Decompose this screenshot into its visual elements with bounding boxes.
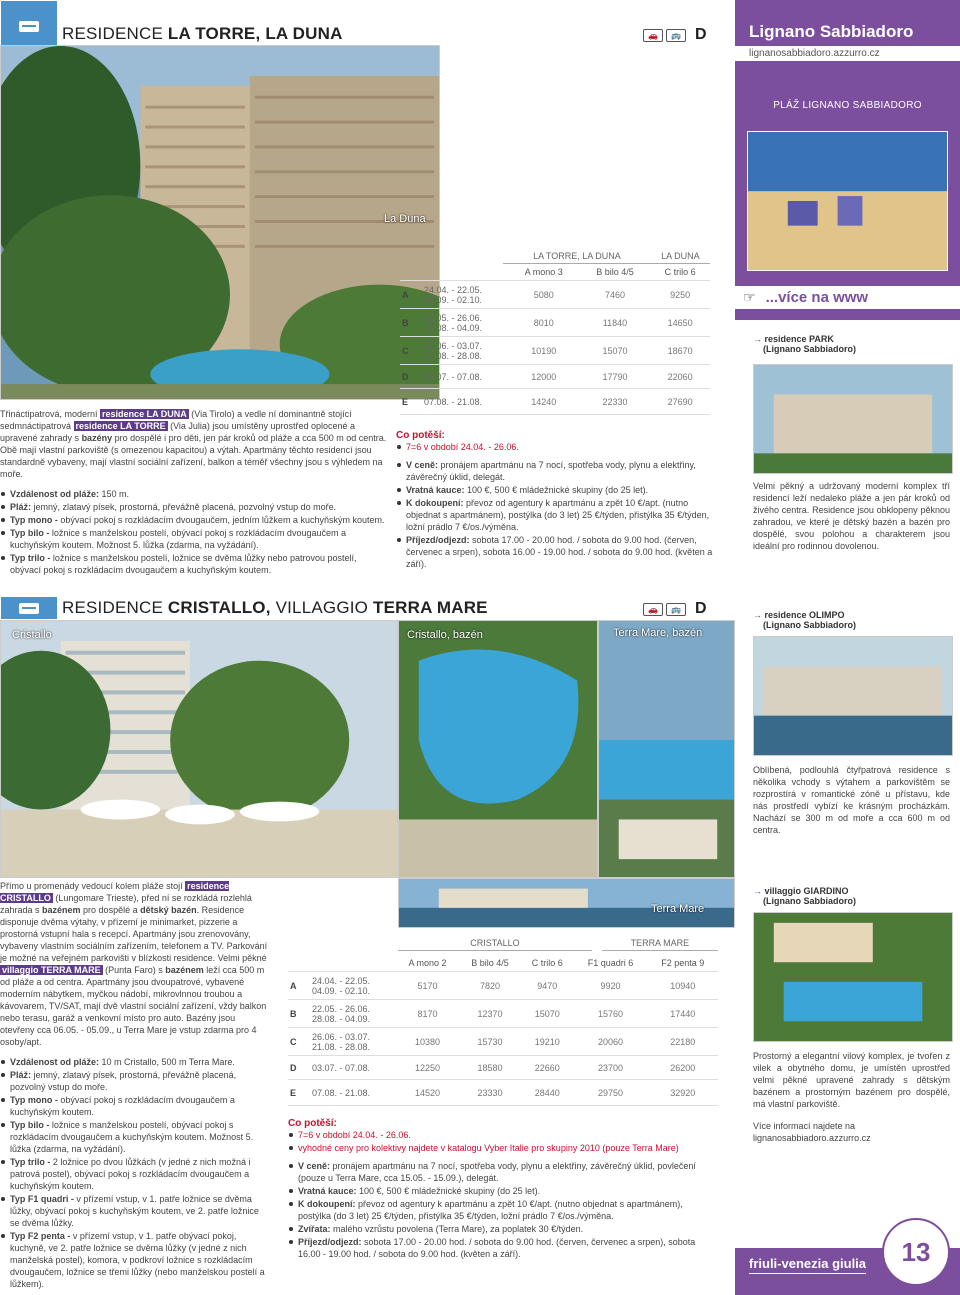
table1-group2: LA DUNA [661,251,700,261]
olimpo-description: Oblíbená, podlouhlá čtyřpatrová residence s několika vchody s výtahem a parkovištěm se rozprostírá v romantické zóně u přístavu, kde nás prostředí vybízí ke krásným procházkám. Nachází se 300 m od moře a cca 600 m od centra. [753,765,950,835]
caption-terra-mare: Terra Mare [651,903,705,915]
list-item: Vratná kauce: 100 €, 500 € mládežnické skupiny (do 25 let). [396,484,716,496]
pool-icon [19,21,39,32]
page-number: 13 [901,1236,931,1267]
notes-heading: Co potěší: [288,1118,337,1129]
giardino-description: Prostorný a elegantní vilový komplex, je tvořen z vilek a obytného domu, je umístěn uprostřed velmi pěkné upravené zahrady s dětským bazénem a prostorným bazénem pro dospělé, má vlastní parkoviště. [753,1051,950,1109]
amenity-icons-2 [643,600,707,618]
pool-icon [19,603,39,614]
notes-heading: Co potěší: [396,430,445,441]
highlight-cristallo: residence CRISTALLO [0,881,230,903]
photo-terra-mare-pool [598,620,735,878]
car-icon: 🚗 [643,29,663,42]
giardino-photo [753,912,953,1042]
list-item: K dokoupení: převoz od agentury k apartmánu a zpět 10 €/apt. (nutno objednat s apartmánem), postýlka (do 3 let) 25 €/týden, přistýlka 35 €/týden, ložní prádlo 7 €/os./výměna. [396,497,716,533]
list-item: Vratná kauce: 100 €, 500 € mládežnické skupiny (do 25 let). [288,1185,718,1197]
sidebar-item-giardino[interactable]: → villaggio GIARDINO (Lignano Sabbiadoro) [753,886,856,906]
list-item: Pláž: jemný, zlatavý písek, prostorná, převážně placená, pozvolný vstup do moře. [0,1069,270,1093]
caption-la-duna: La Duna [384,213,426,225]
price-table-1 [400,251,710,415]
date-range: 24.04. - 22.05. 04.09. - 02.10. [422,281,508,309]
description-2: Přímo u promenády vedoucí kolem pláže stojí residence CRISTALLO (Lungomare Trieste), před ní se rozkládá rozlehlá zahrada s bazénem pro dospělé a dětský bazén. Residence disponuje dvěma výtahy, v přízemí je minimarket, pizzerie a prostorná vstupní hala s recepcí. Apartmány jsou zrenovovány, vybaveny vlastním sociálním zařízením, telefonem a TV. Parkování je možné na veřejném parkovišti v blízkosti residence. Velmi pěkné villaggio TERRA MARE (Punta Faro) s bazénem leží cca 500 m od pláže a od centra. Apartmány jsou dvoupatrové, vybavené moderním nábytkem, myčkou nádobí, mikrovlnnou troubou a kávovarem, TV/SAT, mají dvě vlastní sociální zařízení, vždy balkon nebo terasu, garáž a venkovní místo pro auto. Bazény jsou otevřeny cca 06.05. - 05.09., u Terra Mare je vstup zdarma pro 4 osoby/apt. Vzdálenost od pláže: 10 m Cristallo, 500 m Terra Mare. Pláž: jemný, zlatavý písek, prostorná, převážně placená, pozvolný vstup do moře. Typ mono - obývací pokoj s rozkládacím dvougaučem a kuchyňským koutem. Typ bilo - ložnice s manželskou postelí, obývací pokoj s rozkládacím dvougaučem a kuchyňským koutem. Možnost 5. lůžka (zdarma, na vyžádání). Typ trilo - 2 ložnice po dvou lůžkách (v jedné z nich možná i patrová postel), obývací pokoj s rozkládacím dvougaučem a kuchyňským koutem. Typ F1 quadri - v přízemí vstup, v 1. patře ložnice se dvěma lůžky, obývací pokoj s kuchyňským koutem, ve 2. patře ložnice se dvěma lůžky. Typ F2 penta - v přízemí vstup, v 1. patře obývací pokoj, kuchyně, ve 2. patře ložnice se dvěma lůžky (v jedné z nich manželská postel), komora, v podkroví ložnice s rozkládacím dvougaučem, ložnice se třemi lůžky (nebo manželskou postelí a lůžkem). [0,880,270,1291]
sidebar-title: Lignano Sabbiadoro [749,22,948,42]
bus-icon: 🚌 [666,29,686,42]
hotel-logo-badge-2 [0,596,58,620]
sidebar [735,0,960,1295]
date-range: 26.06. - 03.07. 21.08. - 28.08. [310,1028,396,1056]
col-header: C trilo 6 [521,955,573,972]
description-1: Třináctipatrová, moderní residence LA DUNA (Via Tirolo) a vedle ní dominantně stojící sedmnáctipatrová residence LA TORRE (Via Julia) jsou umístěny uprostřed oplocené a upravené zahrady s bazény pro dospělé i pro děti, jen pár kroků od pláže a cca 500 m od centra. Obě mají vlastní parkoviště (s omezenou kapacitou) a výtah. Apartmány těchto residencí jsou standardně vybaveny, mají vlastní sociální zařízení, balkon a téměř všechny jsou s výhledem na moře. Vzdálenost od pláže: 150 m. Pláž: jemný, zlatavý písek, prostorná, převážně placená, pozvolný vstup do moře. Typ mono - obývací pokoj s rozkládacím dvougaučem, jedním lůžkem a kuchyňským koutem. Typ bilo - ložnice s manželskou postelí, obývací pokoj s rozkládacím dvougaučem a kuchyňským koutem. Možnost 5. lůžka (zdarma, na vyžádání). Typ trilo - ložnice s manželskou postelí, ložnice se dvěma lůžky nebo patrovou postelí, obývací pokoj s rozkládacím dvougaučem a kuchyňským koutem. [0,408,390,577]
hand-icon: ☞ [743,289,756,305]
date-range: 24.04. - 22.05. 04.09. - 02.10. [310,972,396,1000]
table-row: C 26.06. - 03.07. 21.08. - 28.08. 10190 15070 18670 [400,337,710,365]
photo-terra-mare [398,878,735,928]
col-header: C trilo 6 [650,264,710,281]
table-row: D 03.07. - 07.08. 12000 17790 22060 [400,365,710,389]
list-item: V ceně: pronájem apartmánu na 7 nocí, spotřeba vody, plynu a elektřiny, závěrečný úklid, povlečení (pouze u Terra Mare, cca 15.05. - 15.09.), delegát. [288,1160,718,1184]
beach-photo [747,131,948,271]
more-info: Více informací najdete na lignanosabbiadoro.azzurro.cz [753,1120,950,1144]
list-item: Typ F2 penta - v přízemí vstup, v 1. patře obývací pokoj, kuchyně, ve 2. patře ložnice se dvěma lůžky (v jedné z nich manželská postel), komora, v podkroví ložnice s rozkládacím dvougaučem, ložnice se třemi lůžky (nebo manželskou postelí a lůžkem). [0,1230,270,1290]
arrow-icon: → [753,610,765,620]
list-item: Typ trilo - 2 ložnice po dvou lůžkách (v jedné z nich možná i patrová postel), obývací pokoj s rozkládacím dvougaučem a kuchyňským koutem. [0,1156,270,1192]
highlight-duna: residence LA DUNA [102,409,187,419]
list-item: Typ F1 quadri - v přízemí vstup, v 1. patře ložnice se dvěma lůžky, obývací pokoj s kuchyňským koutem, ve 2. patře ložnice se dvěma lůžky. [0,1193,270,1229]
park-photo [753,364,953,474]
table-row: E 07.08. - 21.08. 14240 22330 27690 [400,389,710,415]
category-letter: D [695,26,707,43]
features-list-1 [0,488,390,576]
table-row: E 07.08. - 21.08. 14520 23330 28440 29750 32920 [288,1080,718,1106]
www-banner [735,280,960,320]
date-range: 22.05. - 26.06. 28.08. - 04.09. [422,309,508,337]
sidebar-item-park[interactable]: → residence PARK (Lignano Sabbiadoro) [753,334,856,354]
notes-2 [288,1118,718,1261]
sidebar-url[interactable]: lignanosabbiadoro.azzurro.cz [735,46,960,61]
col-header: F1 quadri 6 [573,955,647,972]
beach-panel [735,80,960,280]
list-item: 7=6 v období 24.04. - 26.06. [396,441,716,453]
list-item: Vzdálenost od pláže: 10 m Cristallo, 500 m Terra Mare. [0,1056,270,1068]
list-item: Typ bilo - ložnice s manželskou postelí, obývací pokoj s rozkládacím dvougaučem a kuchyňským koutem. Možnost 5. lůžka (zdarma, na vyžádání). [0,1119,270,1155]
photo-la-torre-duna [0,45,440,400]
region-label: friuli-venezia giulia [749,1256,866,1274]
www-label[interactable]: ...více na www [765,289,869,306]
table-row: B 22.05. - 26.06. 28.08. - 04.09. 8010 11840 14650 [400,309,710,337]
list-item: Typ bilo - ložnice s manželskou postelí, obývací pokoj s rozkládacím dvougaučem a kuchyňským koutem. Možnost 5. lůžka (zdarma, na vyžádání). [0,527,390,551]
col-header: A mono 3 [508,264,580,281]
table-row: A 24.04. - 22.05. 04.09. - 02.10. 5170 7820 9470 9920 10940 [288,972,718,1000]
list-item: Pláž: jemný, zlatavý písek, prostorná, převážně placená, pozvolný vstup do moře. [0,501,390,513]
photo-cristallo [0,620,398,878]
features-list-2 [0,1056,270,1290]
table-row: C 26.06. - 03.07. 21.08. - 28.08. 10380 15730 19210 20060 22180 [288,1028,718,1056]
highlight-terra-mare: villaggio TERRA MARE [2,965,101,975]
sidebar-header [735,0,960,80]
list-item: vyhodné ceny pro kolektivy najdete v katalogu Vyber Italie pro skupiny 2010 (pouze Terra Mare) [288,1142,718,1154]
list-item: Příjezd/odjezd: sobota 17.00 - 20.00 hod. / sobota do 9.00 hod. (červen, červenec a srpen), sobota 16.00 - 19.00 hod. / sobota do 9.00 hod. (květen a září). [396,534,716,570]
caption-terra-mare-bazen: Terra Mare, bazén [613,627,703,639]
list-item: V ceně: pronájem apartmánu na 7 nocí, spotřeba vody, plynu a elektřiny, závěrečný úklid, delegát. [396,459,716,483]
list-item: Příjezd/odjezd: sobota 17.00 - 20.00 hod. / sobota do 9.00 hod. (červen, červenec a srpen), sobota 16.00 - 19.00 hod. / sobota do 9.00 hod. (květen a září). [288,1236,718,1260]
caption-cristallo-bazen-2: Cristallo, bazén [407,629,483,641]
table1-group1: LA TORRE, LA DUNA [533,251,621,261]
arrow-icon: → [753,886,765,896]
date-range: 22.05. - 26.06. 28.08. - 04.09. [310,1000,396,1028]
list-item: Vzdálenost od pláže: 150 m. [0,488,390,500]
olimpo-photo [753,636,953,756]
photo-cristallo-pool [398,620,598,878]
notes-1 [396,430,716,571]
list-item: K dokoupení: převoz od agentury k apartmánu a zpět 10 €/apt. (nutno objednat s apartmánem), postýlka (do 3 let) 25 €/týden, přistýlka 35 €/týden, ložní prádlo 7 €/os./výměna. [288,1198,718,1222]
caption-cristallo: Cristallo [12,629,52,641]
car-icon: 🚗 [643,603,663,616]
list-item: Typ mono - obývací pokoj s rozkládacím dvougaučem, jedním lůžkem a kuchyňským koutem. [0,514,390,526]
amenity-icons-1 [643,26,707,44]
sidebar-item-olimpo[interactable]: → residence OLIMPO (Lignano Sabbiadoro) [753,610,856,630]
beach-label: PLÁŽ LIGNANO SABBIADORO [773,100,922,111]
park-description: Velmi pěkný a udržovaný moderní komplex tří residencí leží nedaleko pláže a jen pár kroků od živého centra. Residence jsou obklopeny pěknou zahradou, ve které je dětský bazén a bazén pro dospělé, svou polohou a charakterem jsou ideální pro rodinnou dovolenou. [753,481,950,551]
section-title-2: RESIDENCE CRISTALLO, VILLAGGIO TERRA MARE [62,598,488,617]
more-info-link[interactable]: lignanosabbiadoro.azzurro.cz [753,1133,871,1143]
col-header: F2 penta 9 [648,955,718,972]
table-row: A 24.04. - 22.05. 04.09. - 02.10. 5080 7460 9250 [400,281,710,309]
bus-icon: 🚌 [666,603,686,616]
col-header: B bilo 4/5 [459,955,521,972]
col-header: B bilo 4/5 [580,264,651,281]
date-range: 26.06. - 03.07. 21.08. - 28.08. [422,337,508,365]
list-item: Zvířata: malého vzrůstu povolena (Terra Mare), za poplatek 30 €/týden. [288,1223,718,1235]
table-row: D 03.07. - 07.08. 12250 18580 22660 23700 26200 [288,1056,718,1080]
list-item: Typ mono - obývací pokoj s rozkládacím dvougaučem a kuchyňským koutem. [0,1094,270,1118]
page-number-badge [882,1218,950,1286]
table2-group1: CRISTALLO [398,938,592,951]
arrow-icon: → [753,334,765,344]
category-letter: D [695,600,707,617]
highlight-torre: residence LA TORRE [75,421,166,431]
table2-group2: TERRA MARE [602,938,718,951]
col-header: A mono 2 [396,955,459,972]
list-item: 7=6 v období 24.04. - 26.06. [288,1129,718,1141]
price-table-2 [288,938,718,1106]
section-title-1: RESIDENCE LA TORRE, LA DUNA [62,24,343,43]
table-row: B 22.05. - 26.06. 28.08. - 04.09. 8170 12370 15070 15760 17440 [288,1000,718,1028]
list-item: Typ trilo - ložnice s manželskou postelí, ložnice se dvěma lůžky nebo patrovou postelí, obývací pokoj s rozkládacím dvougaučem a kuchyňským koutem. [0,552,390,576]
